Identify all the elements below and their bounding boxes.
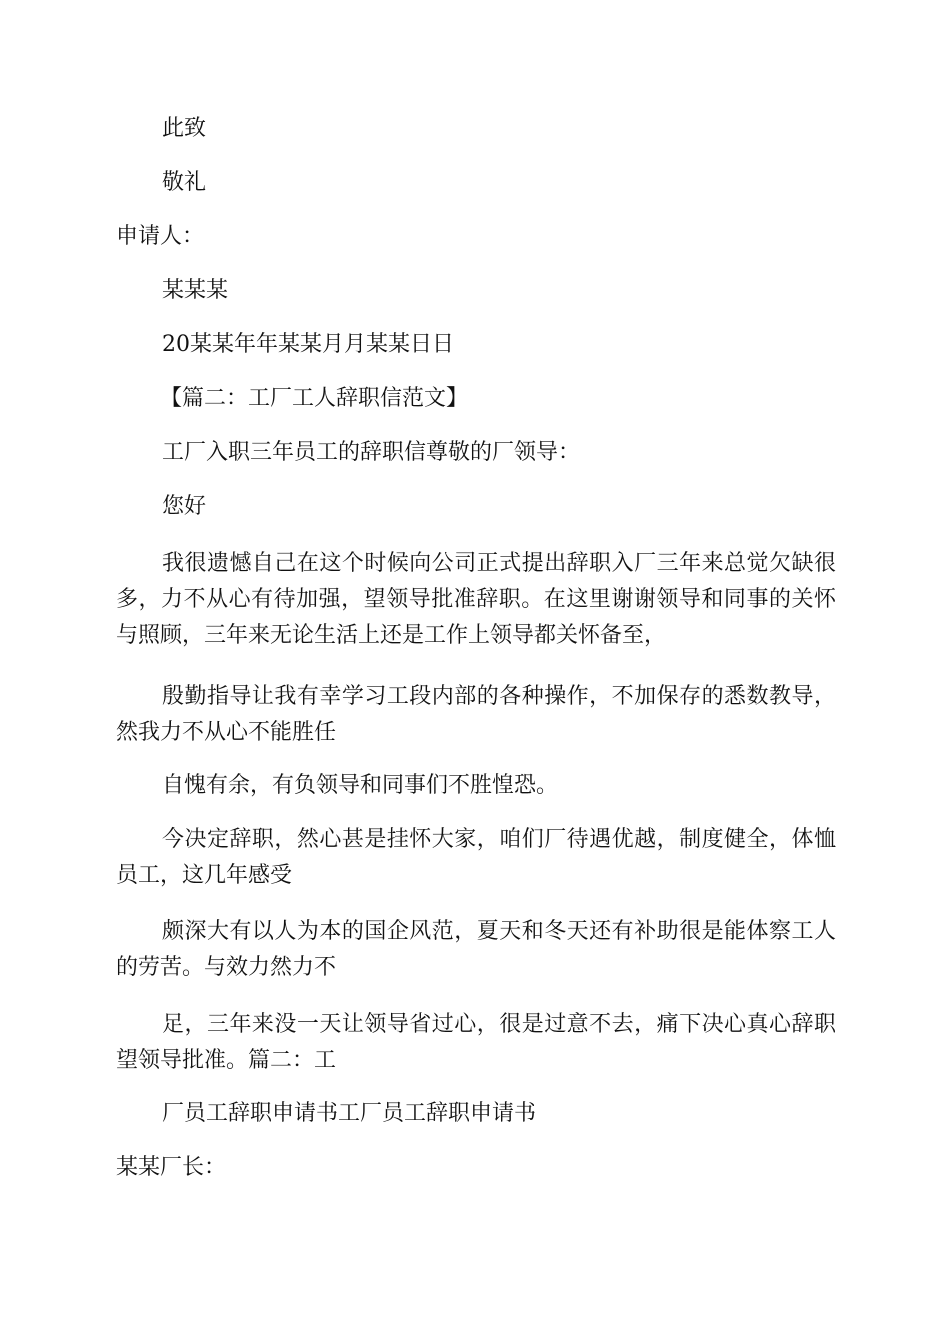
applicant-label: 申请人： [116,224,205,249]
applicant-name: 某某某 [162,278,229,303]
next-document-title: 厂员工辞职申请书工厂员工辞职申请书 [162,1101,537,1126]
body-paragraph: 今决定辞职，然心甚是挂怀大家，咱们厂待遇优越，制度健全，体恤员工，这几年感受 [116,827,836,888]
body-paragraph: 足，三年来没一天让领导省过心，很是过意不去，痛下决心真心辞职望领导批准。篇二：工 [116,1012,836,1073]
body-paragraph: 自愧有余，有负领导和同事们不胜惶恐。 [162,773,559,798]
closing-line-1: 此致 [162,116,207,141]
next-document-salutation: 某某厂长： [116,1155,227,1180]
letter-title: 工厂入职三年员工的辞职信尊敬的厂领导： [162,440,581,465]
date-line: 20某某年年某某月月某某日日 [162,332,454,357]
body-paragraph: 颇深大有以人为本的国企风范，夏天和冬天还有补助很是能体察工人的劳苦。与效力然力不 [116,919,836,980]
closing-line-2: 敬礼 [162,170,207,195]
section-title: 【篇二：工厂工人辞职信范文】 [160,386,469,411]
body-paragraph: 殷勤指导让我有幸学习工段内部的各种操作，不加保存的悉数教导，然我力不从心不能胜任 [116,684,836,745]
greeting: 您好 [162,494,207,519]
body-paragraph: 我很遗憾自己在这个时候向公司正式提出辞职入厂三年来总觉欠缺很多，力不从心有待加强，望领导批准辞职。在这里谢谢领导和同事的关怀与照顾，三年来无论生活上还是工作上领导都关怀备至， [116,551,836,648]
